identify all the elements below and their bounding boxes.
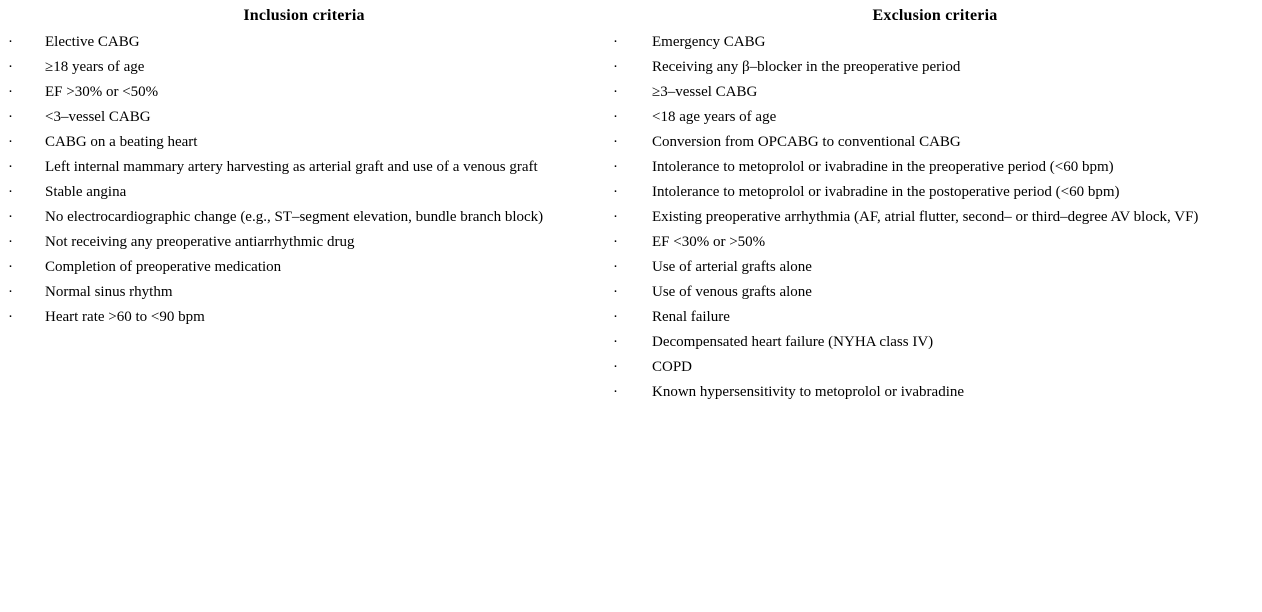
list-item-text: Receiving any β–blocker in the preoperative period	[652, 59, 961, 75]
list-item	[0, 155, 608, 180]
list-item	[608, 155, 1262, 180]
list-item	[608, 255, 1262, 280]
list-item	[0, 80, 608, 105]
bullet-icon: ·	[613, 284, 618, 300]
list-item	[0, 30, 608, 55]
bullet-icon: ·	[613, 384, 618, 400]
bullet-icon: ·	[8, 159, 13, 175]
bullet-icon: ·	[613, 109, 618, 125]
exclusion-list	[608, 30, 1262, 405]
list-item-text: Elective CABG	[45, 34, 140, 50]
bullet-icon: ·	[8, 84, 13, 100]
list-item-text: Emergency CABG	[652, 34, 766, 50]
list-item-text: Renal failure	[652, 309, 730, 325]
bullet-icon: ·	[613, 234, 618, 250]
list-item-text: Completion of preoperative medication	[45, 259, 282, 275]
list-item-text: EF <30% or >50%	[652, 234, 766, 250]
bullet-icon: ·	[613, 209, 618, 225]
exclusion-column	[608, 0, 1262, 612]
list-item	[608, 30, 1262, 55]
list-item-text: COPD	[652, 359, 693, 375]
bullet-icon: ·	[8, 134, 13, 150]
list-item	[608, 80, 1262, 105]
bullet-icon: ·	[613, 84, 618, 100]
bullet-icon: ·	[8, 34, 13, 50]
list-item-text: <3–vessel CABG	[45, 109, 151, 125]
list-item-text: Intolerance to metoprolol or ivabradine in the postoperative period (<60 bpm)	[652, 184, 1120, 200]
list-item	[0, 230, 608, 255]
list-item	[0, 205, 608, 230]
list-item	[608, 130, 1262, 155]
list-item-text: ≥3–vessel CABG	[652, 84, 758, 100]
bullet-icon: ·	[613, 334, 618, 350]
bullet-icon: ·	[8, 259, 13, 275]
list-item	[0, 180, 608, 205]
list-item-text: Not receiving any preoperative antiarrhythmic drug	[45, 234, 355, 250]
inclusion-header: Inclusion criteria	[243, 7, 365, 24]
list-item	[608, 105, 1262, 130]
bullet-icon: ·	[8, 59, 13, 75]
list-item-text: Heart rate >60 to <90 bpm	[45, 309, 205, 325]
bullet-icon: ·	[8, 284, 13, 300]
list-item-text: Decompensated heart failure (NYHA class IV)	[652, 334, 934, 350]
list-item	[608, 280, 1262, 305]
list-item-text: ≥18 years of age	[45, 59, 145, 75]
list-item	[608, 380, 1262, 405]
bullet-icon: ·	[613, 59, 618, 75]
list-item-text: EF >30% or <50%	[45, 84, 159, 100]
bullet-icon: ·	[613, 159, 618, 175]
bullet-icon: ·	[8, 184, 13, 200]
bullet-icon: ·	[8, 109, 13, 125]
list-item-text: Left internal mammary artery harvesting as arterial graft and use of a venous graft	[45, 159, 538, 175]
list-item-text: CABG on a beating heart	[45, 134, 198, 150]
bullet-icon: ·	[613, 309, 618, 325]
bullet-icon: ·	[8, 209, 13, 225]
bullet-icon: ·	[8, 234, 13, 250]
list-item	[0, 305, 608, 330]
list-item-text: Normal sinus rhythm	[45, 284, 173, 300]
list-item-text: Conversion from OPCABG to conventional CABG	[652, 134, 961, 150]
list-item	[0, 255, 608, 280]
inclusion-list	[0, 30, 608, 330]
list-item-text: No electrocardiographic change (e.g., ST–segment elevation, bundle branch block)	[45, 209, 544, 225]
list-item-text: Stable angina	[45, 184, 127, 200]
list-item	[0, 130, 608, 155]
list-item-text: Known hypersensitivity to metoprolol or ivabradine	[652, 384, 965, 400]
list-item	[608, 205, 1262, 230]
bullet-icon: ·	[8, 309, 13, 325]
bullet-icon: ·	[613, 259, 618, 275]
list-item	[0, 280, 608, 305]
list-item-text: Use of venous grafts alone	[652, 284, 812, 300]
list-item	[608, 55, 1262, 80]
bullet-icon: ·	[613, 184, 618, 200]
bullet-icon: ·	[613, 359, 618, 375]
list-item-text: Use of arterial grafts alone	[652, 259, 812, 275]
list-item-text: <18 age years of age	[652, 109, 777, 125]
list-item	[0, 55, 608, 80]
list-item-text: Intolerance to metoprolol or ivabradine in the preoperative period (<60 bpm)	[652, 159, 1114, 175]
list-item	[608, 330, 1262, 355]
list-item	[608, 305, 1262, 330]
inclusion-column	[0, 0, 608, 612]
bullet-icon: ·	[613, 34, 618, 50]
exclusion-header: Exclusion criteria	[872, 7, 998, 24]
list-item	[0, 105, 608, 130]
list-item	[608, 180, 1262, 205]
bullet-icon: ·	[613, 134, 618, 150]
list-item	[608, 230, 1262, 255]
list-item	[608, 355, 1262, 380]
list-item-text: Existing preoperative arrhythmia (AF, atrial flutter, second– or third–degree AV block, VF)	[652, 209, 1199, 225]
